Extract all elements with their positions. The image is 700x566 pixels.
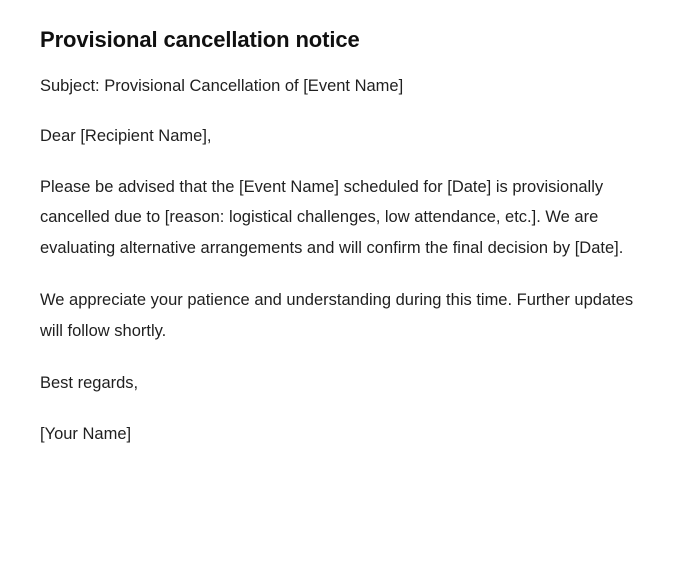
salutation: Dear [Recipient Name], (40, 127, 212, 146)
body-paragraph-closing: We appreciate your patience and understanding during this time. Further updates will follow shortly. (40, 291, 634, 340)
body-paragraph-main: Please be advised that the [Event Name] scheduled for [Date] is provisionally cancelled due to [reason: logistical challenges, low attendance, etc.]. We are evaluating alternative arrangements and will confirm the final decision by [Date]. (40, 177, 624, 257)
signoff: Best regards, (40, 374, 139, 393)
page-title: Provisional cancellation notice (40, 27, 360, 52)
signature-name: [Your Name] (40, 424, 132, 443)
subject-line: Subject: Provisional Cancellation of [Event Name] (40, 76, 404, 95)
